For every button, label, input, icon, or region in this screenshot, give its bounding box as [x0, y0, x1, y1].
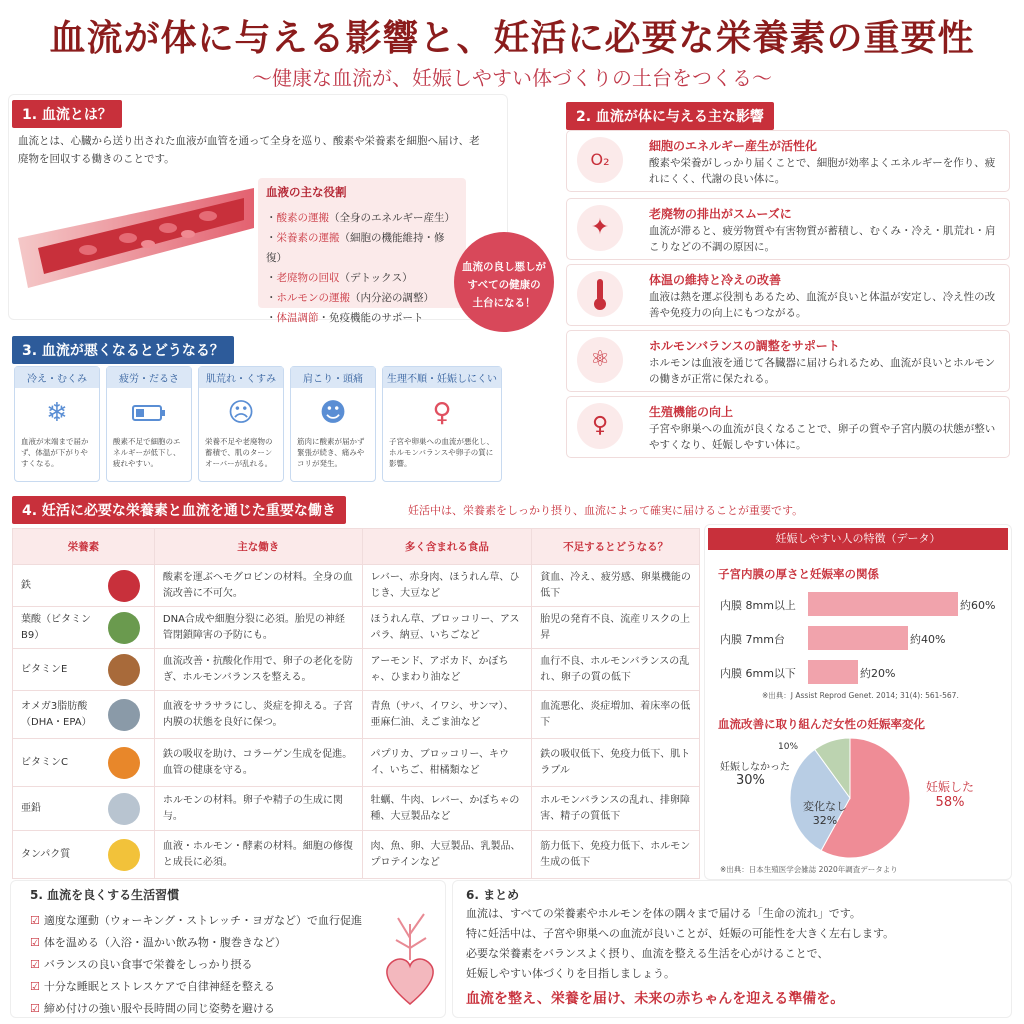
column-header: 多く含まれる食品	[362, 529, 532, 565]
habit-item: ☑ 適度な運動（ウォーキング・ストレッチ・ヨガなど）で血行促進	[30, 914, 362, 927]
thermometer-icon	[577, 271, 623, 317]
oxygen-icon: O₂	[577, 137, 623, 183]
snowflake-icon: ❄	[46, 398, 68, 428]
column-header: 不足するとどうなる？	[532, 529, 700, 565]
pie-legend-value: 30%	[736, 773, 765, 788]
pie-label-no-pregnancy	[720, 758, 796, 788]
effect-desc: 血液は熱を運ぶ役割もあるため、血流が良いと体温が安定し、冷え性の改善や免疫力の向上にもつながる。	[649, 291, 996, 319]
effect-desc: 血流が滞ると、疲労物質や有害物質が蓄積し、むくみ・冷え・肌荒れ・肩こりなどの不調の原因に。	[649, 225, 996, 253]
nutrient-lack-cell: 血行不良、ホルモンバランスの乱れ、卵子の質の低下	[532, 649, 700, 691]
section-2-heading: 2. 血流が体に与える主な影響	[566, 102, 774, 130]
nutrient-name: 鉄	[21, 579, 31, 591]
nutrient-work-cell: 酸素を運ぶヘモグロビンの材料。全身の血流改善に不可欠。	[154, 565, 362, 607]
summary-line: 特に妊活中は、子宮や卵巣への血流が良いことが、妊娠の可能性を大きく左右します。	[466, 927, 895, 940]
nutrient-name: 葉酸（ビタミンB9）	[21, 613, 91, 641]
blood-roles-box	[258, 178, 466, 324]
column-header: 栄養素	[13, 529, 155, 565]
nutrient-lack-cell: 筋力低下、免疫力低下、ホルモン生成の低下	[532, 831, 700, 879]
nutrient-name-cell	[13, 831, 155, 879]
uterus-icon: ♀	[577, 403, 623, 449]
pie-slice-value: 32%	[812, 814, 838, 827]
table-row	[13, 787, 700, 831]
effect-desc: 酸素や栄養がしっかり届くことで、細胞が効率よくエネルギーを作り、疲れにくく、代謝の良い体に。	[649, 157, 996, 185]
nutrient-lack-cell: 胎児の発育不良、流産リスクの上昇	[532, 607, 700, 649]
checkbox-icon: ☑	[30, 914, 40, 927]
effect-item	[566, 264, 1010, 326]
nutrient-name: オメガ3脂肪酸（DHA・EPA）	[21, 700, 92, 728]
table-row	[13, 649, 700, 691]
symptom-title: 生理不順・妊娠しにくい	[383, 367, 501, 388]
nutrient-name: 亜鉛	[21, 802, 41, 814]
symptom-card	[382, 366, 502, 482]
nutrient-lack-cell: 貧血、冷え、疲労感、卵巣機能の低下	[532, 565, 700, 607]
bar-value: 約20%	[860, 667, 896, 680]
effect-item	[566, 396, 1010, 458]
sparkle-icon: ✦	[577, 205, 623, 251]
table-row	[13, 565, 700, 607]
effect-desc: ホルモンは血液を通じて各臓器に届けられるため、血流が良いとホルモンの働きが正常に保たれる。	[649, 357, 996, 385]
summary-line: 血流は、すべての栄養素やホルモンを体の隅々まで届ける「生命の流れ」です。	[466, 907, 861, 920]
center-message-circle	[454, 232, 554, 332]
section-4-note: 妊活中は、栄養素をしっかり摂り、血流によって確実に届けることが重要です。	[408, 504, 804, 517]
symptom-desc: 血液が末端まで届かず、体温が下がりやすくなる。	[21, 437, 89, 468]
checkbox-icon: ☑	[30, 936, 40, 949]
pie-label-unchanged	[800, 798, 850, 827]
symptom-title: 肩こり・頭痛	[291, 367, 375, 388]
symptom-title: 肌荒れ・くすみ	[199, 367, 283, 388]
symptom-title: 疲労・だるさ	[107, 367, 191, 388]
pie-chart-citation: ※出典：日本生殖医学会雑誌 2020年調査データより	[720, 865, 898, 874]
orange-icon	[108, 747, 140, 779]
pie-slice-value: 58%	[935, 795, 965, 810]
nutrient-food-cell: 青魚（サバ、イワシ、サンマ）、亜麻仁油、えごま油など	[362, 691, 532, 739]
checkbox-icon: ☑	[30, 958, 40, 971]
nutrient-food-cell: ほうれん草、ブロッコリー、アスパラ、納豆、いちごなど	[362, 607, 532, 649]
section-1-heading: 1. 血流とは？	[12, 100, 122, 128]
nutrient-table	[12, 528, 700, 879]
checkbox-icon: ☑	[30, 980, 40, 993]
symptom-desc: 子宮や卵巣への血流が悪化し、ホルモンバランスや卵子の質に影響。	[389, 437, 494, 468]
nutrient-lack-cell: 鉄の吸収低下、免疫力低下、肌トラブル	[532, 739, 700, 787]
section-1-text: 血流とは、心臓から送り出された血液が血管を通って全身を巡り、酸素や栄養素を細胞へ届け、老廃物を回収する働きのことです。	[18, 135, 480, 165]
effect-title: 細胞のエネルギー産生が活性化	[649, 139, 818, 153]
table-header-row	[13, 529, 700, 565]
symptom-desc: 栄養不足や老廃物の蓄積で、肌のターンオーバーが乱れる。	[205, 437, 273, 468]
nutrient-name-cell	[13, 691, 155, 739]
nutrient-name-cell	[13, 565, 155, 607]
habit-item: ☑ 体を温める（入浴・温かい飲み物・腹巻きなど）	[30, 936, 286, 949]
hormone-network-icon: ⚛	[577, 337, 623, 383]
heart-uterus-icon	[378, 904, 442, 1018]
pie-label-small: 10%	[778, 742, 799, 752]
nutrient-food-cell: レバー、赤身肉、ほうれん草、ひじき、大豆など	[362, 565, 532, 607]
bar-chart-citation: ※出典：J Assist Reprod Genet. 2014; 31(4): 561-567.	[762, 691, 959, 700]
symptom-desc: 筋肉に酸素が届かず緊張が続き、痛みやコリが発生。	[297, 437, 365, 468]
face-icon: ☹	[227, 398, 255, 428]
blood-role-item: ・体温調節・免疫機能のサポート	[266, 312, 424, 324]
nutrient-name: ビタミンC	[21, 756, 68, 768]
bar-label: 内膜 7mm台	[720, 633, 785, 646]
nutrient-food-cell: アーモンド、アボカド、かぼちゃ、ひまわり油など	[362, 649, 532, 691]
habit-item: ☑ 十分な睡眠とストレスケアで自律神経を整える	[30, 980, 275, 993]
bar-value: 約40%	[910, 633, 946, 646]
effect-title: 生殖機能の向上	[649, 405, 734, 419]
blood-roles-title: 血液の主な役割	[266, 185, 347, 199]
effect-item	[566, 130, 1010, 192]
nuts-icon	[108, 654, 140, 686]
section-3-heading: 3. 血流が悪くなるとどうなる？	[12, 336, 234, 364]
nutrient-name: ビタミンE	[21, 663, 68, 675]
egg-icon	[108, 839, 140, 871]
bar	[808, 592, 958, 616]
habit-item: ☑ バランスの良い食事で栄養をしっかり摂る	[30, 958, 253, 971]
oyster-icon	[108, 793, 140, 825]
bar-value: 約60%	[960, 599, 996, 612]
fish-icon	[108, 699, 140, 731]
summary-closing: 血流を整え、栄養を届け、未来の赤ちゃんを迎える準備を。	[466, 991, 845, 1007]
person-pain-icon: ☻	[319, 398, 347, 428]
low-battery-icon	[107, 394, 191, 432]
checkbox-icon: ☑	[30, 1002, 40, 1015]
pie-slice-label: 妊娠した	[925, 780, 974, 794]
table-row	[13, 831, 700, 879]
summary-text	[466, 904, 1006, 984]
bar-label: 内膜 8mm以上	[720, 599, 796, 612]
nutrient-name-cell	[13, 649, 155, 691]
nutrient-name-cell	[13, 739, 155, 787]
bar	[808, 660, 858, 684]
symptom-desc: 酸素不足で細胞のエネルギーが低下し、疲れやすい。	[113, 437, 181, 468]
blood-vessel-illustration	[18, 178, 254, 298]
uterus-icon: ♀	[432, 398, 452, 428]
table-row	[13, 607, 700, 649]
column-header: 主な働き	[154, 529, 362, 565]
bar-chart-title: 子宮内膜の厚さと妊娠率の関係	[718, 567, 879, 581]
pie-chart-title: 血流改善に取り組んだ女性の妊娠率変化	[718, 717, 925, 731]
habit-item: ☑ 締め付けの強い服や長時間の同じ姿勢を避ける	[30, 1002, 275, 1015]
effect-title: ホルモンバランスの調整をサポート	[649, 339, 840, 353]
data-panel-heading: 妊娠しやすい人の特徴（データ）	[708, 528, 1008, 550]
pie-label-pregnant	[922, 778, 978, 810]
page-title: 血流が体に与える影響と、妊活に必要な栄養素の重要性	[49, 17, 975, 59]
nutrient-lack-cell: 血流悪化、炎症増加、着床率の低下	[532, 691, 700, 739]
red-blood-cell-icon	[108, 570, 140, 602]
nutrient-work-cell: 血液・ホルモン・酵素の材料。細胞の修復と成長に必須。	[154, 831, 362, 879]
symptom-card	[14, 366, 100, 482]
center-message-line: 血流の良し悪しが	[462, 261, 546, 273]
leaf-icon	[108, 612, 140, 644]
bar	[808, 626, 908, 650]
symptom-title: 冷え・むくみ	[15, 367, 99, 388]
symptom-card	[198, 366, 284, 482]
summary-line: 必要な栄養素をバランスよく摂り、血流を整える生活を心がけることで、	[466, 947, 829, 960]
symptom-card	[290, 366, 376, 482]
table-row	[13, 739, 700, 787]
nutrient-lack-cell: ホルモンバランスの乱れ、排卵障害、精子の質低下	[532, 787, 700, 831]
nutrient-work-cell: 血流改善・抗酸化作用で、卵子の老化を防ぎ、ホルモンバランスを整える。	[154, 649, 362, 691]
pie-slice-label: 変化なし	[803, 800, 847, 813]
nutrient-food-cell: 肉、魚、卵、大豆製品、乳製品、プロテインなど	[362, 831, 532, 879]
effect-item	[566, 198, 1010, 260]
effect-item	[566, 330, 1010, 392]
blood-role-item: ・栄養素の運搬（細胞の機能維持・修復）	[266, 232, 445, 264]
nutrient-name: タンパク質	[21, 848, 71, 860]
summary-line: 妊娠しやすい体づくりを目指しましょう。	[466, 967, 675, 980]
nutrient-food-cell: パプリカ、ブロッコリー、キウイ、いちご、柑橘類など	[362, 739, 532, 787]
nutrient-work-cell: DNA合成や細胞分裂に必須。胎児の神経管閉鎖障害の予防にも。	[154, 607, 362, 649]
section-5-heading: 5. 血流を良くする生活習慣	[30, 888, 180, 902]
table-row	[13, 691, 700, 739]
effect-title: 体温の維持と冷えの改善	[649, 273, 782, 287]
nutrient-work-cell: 血液をサラサラにし、炎症を抑える。子宮内膜の状態を良好に保つ。	[154, 691, 362, 739]
pie-legend-label: 妊娠しなかった	[720, 762, 790, 773]
center-message-line: 土台になる！	[472, 297, 536, 309]
center-message-line: すべての健康の	[467, 279, 541, 291]
blood-role-item: ・酸素の運搬（全身のエネルギー産生）	[266, 212, 455, 224]
section-6-heading: 6. まとめ	[466, 888, 520, 902]
section-4-heading: 4. 妊活に必要な栄養素と血流を通じた重要な働き	[12, 496, 346, 524]
nutrient-food-cell: 牡蠣、牛肉、レバー、かぼちゃの種、大豆製品など	[362, 787, 532, 831]
effect-title: 老廃物の排出がスムーズに	[649, 207, 792, 221]
bar-label: 内膜 6mm以下	[720, 667, 796, 680]
effect-desc: 子宮や卵巣への血流が良くなることで、卵子の質や子宮内膜の状態が整いやすくなり、妊娠しやすい体に。	[649, 423, 996, 451]
page-subtitle: 〜健康な血流が、妊娠しやすい体づくりの土台をつくる〜	[252, 66, 772, 90]
nutrient-name-cell	[13, 607, 155, 649]
nutrient-name-cell	[13, 787, 155, 831]
blood-role-item: ・ホルモンの運搬（内分泌の調整）	[266, 292, 434, 304]
nutrient-work-cell: 鉄の吸収を助け、コラーゲン生成を促進。血管の健康を守る。	[154, 739, 362, 787]
blood-role-item: ・老廃物の回収（デトックス）	[266, 272, 413, 284]
symptom-card	[106, 366, 192, 482]
nutrient-work-cell: ホルモンの材料。卵子や精子の生成に関与。	[154, 787, 362, 831]
